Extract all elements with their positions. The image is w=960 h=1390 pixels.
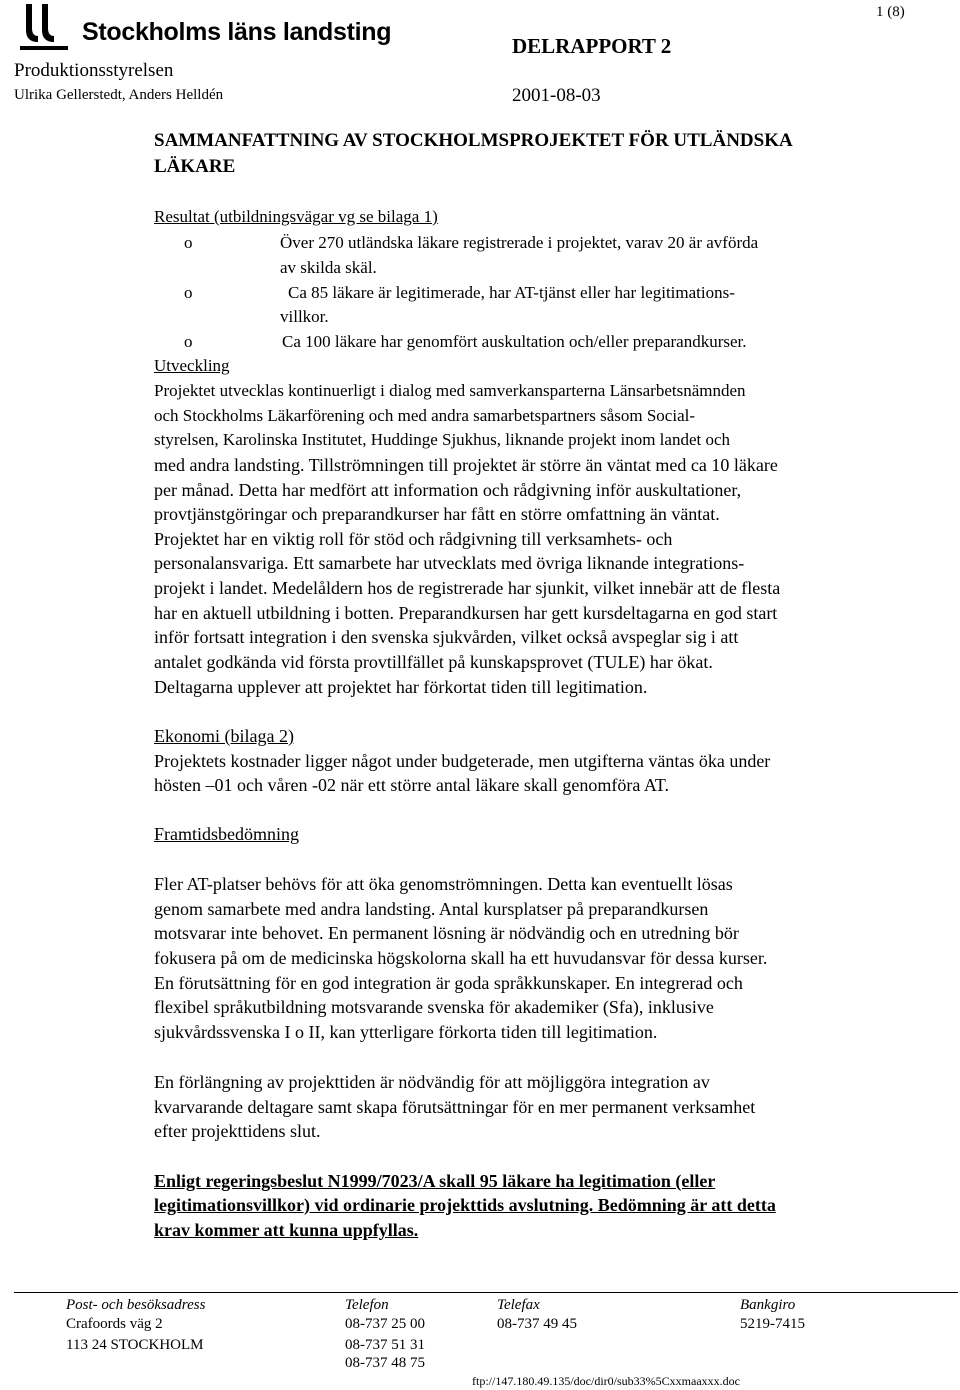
outlook-line: efter projekttidens slut. — [154, 1121, 321, 1141]
outlook-line: fokusera på om de medicinska högskolorna skall ha ett huvudansvar för dessa kurser. — [154, 948, 768, 968]
outlook-line: Fler AT-platser behövs för att öka genomströmningen. Detta kan eventuellt lösas — [154, 874, 733, 894]
bullet-2-line1: Ca 85 läkare är legitimerade, har AT-tjänst eller har legitimations- — [288, 283, 735, 302]
footer-divider — [14, 1292, 958, 1293]
footer-phone-label: Telefon — [345, 1297, 389, 1313]
outlook-line: En förlängning av projekttiden är nödvändig för att möjliggöra integration av — [154, 1072, 710, 1092]
footer-document-url: ftp://147.180.49.135/doc/dir0/sub33%5Cxxmaaxxx.doc — [472, 1374, 740, 1388]
footer-bankgiro: 5219-7415 — [740, 1316, 805, 1332]
economy-heading: Ekonomi (bilaga 2) — [154, 726, 294, 746]
decision-line: Enligt regeringsbeslut N1999/7023/A skall 95 läkare ha legitimation (eller — [154, 1171, 716, 1191]
logo-wordmark: Stockholms läns landsting — [82, 18, 392, 46]
bullet-marker: o — [184, 233, 193, 252]
page-number: 1 (8) — [876, 4, 905, 20]
footer-address-line2: 113 24 STOCKHOLM — [66, 1337, 204, 1353]
results-heading: Resultat (utbildningsvägar vg se bilaga 1) — [154, 207, 438, 226]
footer-phone: 08-737 48 75 — [345, 1355, 425, 1371]
report-date: 2001-08-03 — [512, 85, 601, 106]
development-line: styrelsen, Karolinska Institutet, Huddinge Sjukhus, liknande projekt inom landet och — [154, 430, 731, 449]
footer-fax-label: Telefax — [497, 1297, 540, 1313]
document-title-line2: LÄKARE — [154, 156, 236, 177]
organization-name: Produktionsstyrelsen — [14, 60, 174, 81]
bullet-marker: o — [184, 283, 193, 302]
development-line: inför fortsatt integration i den svenska sjukvården, vilket också avspeglar sig i att — [154, 627, 739, 647]
development-line: personalansvariga. Ett samarbete har utvecklats med övriga liknande integrations- — [154, 553, 745, 573]
decision-line: krav kommer att kunna uppfyllas. — [154, 1220, 419, 1240]
development-line: Projektet utvecklas kontinuerligt i dialog med samverkansparterna Länsarbetsnämnden — [154, 381, 746, 400]
footer-phone: 08-737 51 31 — [345, 1337, 425, 1353]
development-line: per månad. Detta har medfört att information och rådgivning inför auskultationer, — [154, 480, 742, 500]
outlook-line: flexibel språkutbildning motsvarande svenska för akademiker (Sfa), inklusive — [154, 997, 714, 1017]
bullet-2-line2: villkor. — [280, 307, 329, 326]
development-line: har en aktuell utbildning i botten. Preparandkursen har gett kursdeltagarna en god start — [154, 603, 778, 623]
footer-phone: 08-737 25 00 — [345, 1316, 425, 1332]
outlook-line: kvarvarande deltagare samt skapa förutsättningar för en mer permanent verksamhet — [154, 1097, 756, 1117]
development-line: projekt i landet. Medelåldern hos de registrerade har sjunkit, vilket innebär att de flesta — [154, 578, 781, 598]
development-line: provtjänstgöringar och preparandkurser har fått en större omfattning än väntat. — [154, 504, 720, 524]
bullet-1-line2: av skilda skäl. — [280, 258, 377, 277]
outlook-heading: Framtidsbedömning — [154, 824, 299, 844]
development-line: och Stockholms Läkarförening och med andra samarbetspartners såsom Social- — [154, 406, 696, 425]
development-line: Deltagarna upplever att projektet har förkortat tiden till legitimation. — [154, 677, 648, 697]
authors: Ulrika Gellerstedt, Anders Helldén — [14, 87, 224, 103]
development-line: antalet godkända vid första provtillfället på kunskapsprovet (TULE) har ökat. — [154, 652, 713, 672]
bullet-3-line1: Ca 100 läkare har genomfört auskultation och/eller preparandkurser. — [282, 332, 747, 351]
outlook-line: motsvarar inte behovet. En permanent lösning är nödvändig och en utredning bör — [154, 923, 739, 943]
decision-line: legitimationsvillkor) vid ordinarie projekttids avslutning. Bedömning är att detta — [154, 1195, 776, 1215]
report-label: DELRAPPORT 2 — [512, 34, 672, 58]
bullet-1-line1: Över 270 utländska läkare registrerade i projektet, varav 20 är avförda — [280, 233, 759, 252]
footer-address-line1: Crafoords väg 2 — [66, 1316, 163, 1332]
footer-bankgiro-label: Bankgiro — [740, 1297, 796, 1313]
outlook-line: sjukvårdssvenska I o II, kan ytterligare förkorta tiden till legitimation. — [154, 1022, 658, 1042]
development-heading: Utveckling — [154, 356, 230, 375]
footer-address-label: Post- och besöksadress — [66, 1297, 206, 1313]
bullet-marker: o — [184, 332, 193, 351]
document-title-line1: SAMMANFATTNING AV STOCKHOLMSPROJEKTET FÖR UTLÄNDSKA — [154, 130, 793, 151]
development-line: med andra landsting. Tillströmningen till projektet är större än väntat med ca 10 läkare — [154, 455, 778, 475]
footer-fax: 08-737 49 45 — [497, 1316, 577, 1332]
outlook-line: En förutsättning för en god integration är goda språkkunskaper. En integrerad och — [154, 973, 743, 993]
development-line: Projektet har en viktig roll för stöd och rådgivning till verksamhets- och — [154, 529, 673, 549]
landsting-logo-icon — [18, 2, 80, 52]
economy-line: hösten –01 och våren -02 när ett större antal läkare skall genomföra AT. — [154, 775, 669, 795]
outlook-line: genom samarbete med andra landsting. Antal kursplatser på preparandkursen — [154, 899, 709, 919]
economy-line: Projektets kostnader ligger något under budgeterade, men utgifterna väntas öka under — [154, 751, 771, 771]
